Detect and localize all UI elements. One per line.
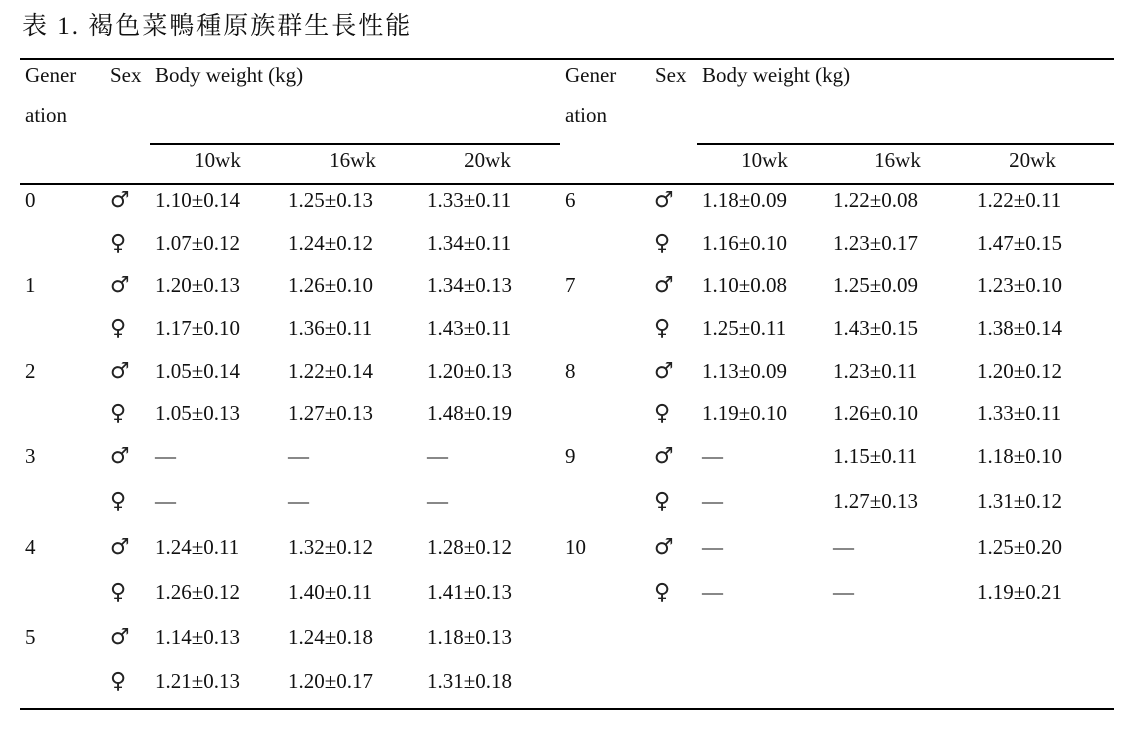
weight-10wk-cell: 1.13±0.09 — [702, 359, 788, 383]
generation-cell: 10 — [565, 535, 586, 559]
weight-16wk-cell: 1.25±0.09 — [833, 273, 919, 297]
weight-20wk-cell: — — [427, 444, 448, 468]
header-bottom-rule — [20, 183, 1114, 185]
weight-16wk-cell: 1.24±0.18 — [288, 625, 374, 649]
generation-cell: 6 — [565, 188, 576, 212]
header-week-20wk-left: 20wk — [464, 148, 511, 172]
weight-20wk-cell: 1.19±0.21 — [977, 580, 1063, 604]
weight-16wk-cell: 1.26±0.10 — [288, 273, 374, 297]
weight-20wk-cell: 1.20±0.13 — [427, 359, 513, 383]
weight-10wk-cell: 1.05±0.14 — [155, 359, 241, 383]
weight-20wk-cell: — — [427, 489, 448, 513]
weight-16wk-cell: 1.40±0.11 — [288, 580, 373, 604]
male-icon: ♂ — [654, 359, 674, 384]
male-icon: ♂ — [110, 625, 130, 650]
weight-20wk-cell: 1.47±0.15 — [977, 231, 1063, 255]
weight-16wk-cell: — — [833, 580, 854, 604]
weight-16wk-cell: 1.27±0.13 — [288, 401, 374, 425]
weight-20wk-cell: 1.41±0.13 — [427, 580, 513, 604]
weight-20wk-cell: 1.18±0.13 — [427, 625, 513, 649]
weight-10wk-cell: 1.10±0.14 — [155, 188, 241, 212]
weight-16wk-cell: 1.22±0.14 — [288, 359, 374, 383]
male-icon: ♂ — [110, 359, 130, 384]
generation-cell: 4 — [25, 535, 36, 559]
subheader-rule-left — [150, 143, 560, 145]
weight-10wk-cell: 1.16±0.10 — [702, 231, 788, 255]
header-generation-right-cont: ation — [565, 103, 607, 127]
table-title: 表 1. 褐色菜鴨種原族群生長性能 — [22, 13, 413, 40]
weight-20wk-cell: 1.31±0.12 — [977, 489, 1063, 513]
weight-10wk-cell: — — [702, 535, 723, 559]
top-rule — [20, 58, 1114, 60]
female-icon: ♀ — [110, 669, 127, 694]
header-body-weight-right: Body weight (kg) — [702, 63, 851, 87]
weight-16wk-cell: 1.23±0.17 — [833, 231, 919, 255]
weight-20wk-cell: 1.33±0.11 — [427, 188, 512, 212]
male-icon: ♂ — [110, 444, 130, 469]
female-icon: ♀ — [110, 401, 127, 426]
weight-16wk-cell: 1.36±0.11 — [288, 316, 373, 340]
generation-cell: 8 — [565, 359, 576, 383]
weight-16wk-cell: — — [288, 489, 309, 513]
weight-10wk-cell: — — [702, 444, 723, 468]
generation-cell: 0 — [25, 188, 36, 212]
header-week-10wk-right: 10wk — [741, 148, 788, 172]
female-icon: ♀ — [110, 580, 127, 605]
weight-16wk-cell: — — [833, 535, 854, 559]
weight-16wk-cell: — — [288, 444, 309, 468]
header-week-16wk-right: 16wk — [874, 148, 921, 172]
female-icon: ♀ — [654, 401, 671, 426]
header-generation-left: Gener — [25, 63, 77, 87]
weight-20wk-cell: 1.43±0.11 — [427, 316, 512, 340]
weight-20wk-cell: 1.23±0.10 — [977, 273, 1063, 297]
weight-20wk-cell: 1.38±0.14 — [977, 316, 1063, 340]
weight-10wk-cell: 1.24±0.11 — [155, 535, 240, 559]
weight-10wk-cell: 1.19±0.10 — [702, 401, 788, 425]
weight-16wk-cell: 1.26±0.10 — [833, 401, 919, 425]
weight-10wk-cell: 1.21±0.13 — [155, 669, 241, 693]
weight-16wk-cell: 1.15±0.11 — [833, 444, 918, 468]
male-icon: ♂ — [654, 444, 674, 469]
generation-cell: 7 — [565, 273, 576, 297]
header-generation-left-cont: ation — [25, 103, 67, 127]
generation-cell: 9 — [565, 444, 576, 468]
weight-20wk-cell: 1.34±0.11 — [427, 231, 512, 255]
weight-16wk-cell: 1.25±0.13 — [288, 188, 374, 212]
weight-16wk-cell: 1.32±0.12 — [288, 535, 374, 559]
weight-16wk-cell: 1.23±0.11 — [833, 359, 918, 383]
weight-10wk-cell: — — [155, 444, 176, 468]
subheader-rule-right — [697, 143, 1114, 145]
generation-cell: 5 — [25, 625, 36, 649]
bottom-rule — [20, 708, 1114, 710]
weight-10wk-cell: 1.18±0.09 — [702, 188, 788, 212]
female-icon: ♀ — [110, 489, 127, 514]
weight-10wk-cell: 1.26±0.12 — [155, 580, 241, 604]
weight-10wk-cell: 1.07±0.12 — [155, 231, 241, 255]
weight-16wk-cell: 1.24±0.12 — [288, 231, 374, 255]
weight-16wk-cell: 1.22±0.08 — [833, 188, 919, 212]
male-icon: ♂ — [654, 535, 674, 560]
weight-16wk-cell: 1.43±0.15 — [833, 316, 919, 340]
male-icon: ♂ — [110, 535, 130, 560]
weight-10wk-cell: 1.14±0.13 — [155, 625, 241, 649]
weight-10wk-cell: — — [702, 489, 723, 513]
weight-10wk-cell: 1.05±0.13 — [155, 401, 241, 425]
generation-cell: 3 — [25, 444, 36, 468]
weight-10wk-cell: — — [702, 580, 723, 604]
weight-10wk-cell: 1.17±0.10 — [155, 316, 241, 340]
male-icon: ♂ — [654, 273, 674, 298]
weight-20wk-cell: 1.28±0.12 — [427, 535, 513, 559]
weight-16wk-cell: 1.27±0.13 — [833, 489, 919, 513]
weight-20wk-cell: 1.33±0.11 — [977, 401, 1062, 425]
weight-10wk-cell: 1.25±0.11 — [702, 316, 787, 340]
weight-10wk-cell: — — [155, 489, 176, 513]
weight-20wk-cell: 1.18±0.10 — [977, 444, 1063, 468]
female-icon: ♀ — [110, 316, 127, 341]
weight-20wk-cell: 1.22±0.11 — [977, 188, 1062, 212]
female-icon: ♀ — [654, 316, 671, 341]
weight-20wk-cell: 1.25±0.20 — [977, 535, 1063, 559]
weight-10wk-cell: 1.10±0.08 — [702, 273, 788, 297]
header-generation-right: Gener — [565, 63, 617, 87]
male-icon: ♂ — [654, 188, 674, 213]
header-sex-left: Sex — [110, 63, 142, 87]
header-sex-right: Sex — [655, 63, 687, 87]
header-week-16wk-left: 16wk — [329, 148, 376, 172]
female-icon: ♀ — [654, 231, 671, 256]
generation-cell: 1 — [25, 273, 36, 297]
female-icon: ♀ — [654, 580, 671, 605]
male-icon: ♂ — [110, 273, 130, 298]
generation-cell: 2 — [25, 359, 36, 383]
header-week-20wk-right: 20wk — [1009, 148, 1056, 172]
weight-20wk-cell: 1.20±0.12 — [977, 359, 1063, 383]
weight-16wk-cell: 1.20±0.17 — [288, 669, 374, 693]
weight-20wk-cell: 1.34±0.13 — [427, 273, 513, 297]
weight-10wk-cell: 1.20±0.13 — [155, 273, 241, 297]
header-body-weight-left: Body weight (kg) — [155, 63, 304, 87]
header-week-10wk-left: 10wk — [194, 148, 241, 172]
female-icon: ♀ — [654, 489, 671, 514]
male-icon: ♂ — [110, 188, 130, 213]
female-icon: ♀ — [110, 231, 127, 256]
weight-20wk-cell: 1.48±0.19 — [427, 401, 513, 425]
weight-20wk-cell: 1.31±0.18 — [427, 669, 513, 693]
